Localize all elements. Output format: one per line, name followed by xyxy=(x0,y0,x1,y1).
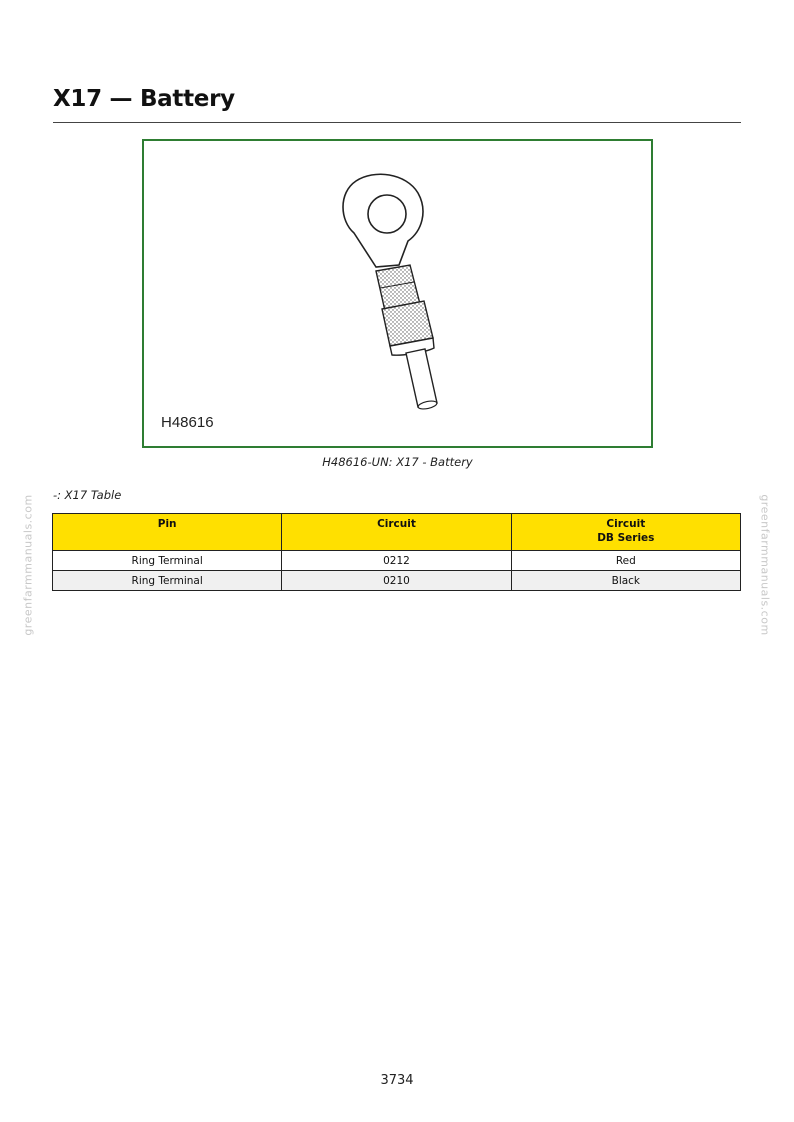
table-header-row xyxy=(53,514,741,551)
cell-db-series: Red xyxy=(511,551,740,571)
figure-caption: H48616-UN: X17 - Battery xyxy=(322,455,473,469)
table-row xyxy=(53,571,741,591)
cell-circuit: 0210 xyxy=(282,571,511,591)
cell-circuit: 0212 xyxy=(282,551,511,571)
ring-terminal-illustration xyxy=(144,141,651,446)
title-divider xyxy=(53,122,741,123)
table-title: -: X17 Table xyxy=(53,488,122,502)
connector-figure xyxy=(142,139,653,448)
connector-table xyxy=(52,513,741,591)
page-title: X17 — Battery xyxy=(53,86,235,112)
header-db-circuit-line1: Circuit xyxy=(606,518,646,530)
header-db-circuit-line2: DB Series xyxy=(597,532,655,544)
watermark-right: greenfarmmanuals.com xyxy=(758,494,772,636)
header-pin: Pin xyxy=(53,514,282,551)
cell-pin: Ring Terminal xyxy=(53,551,282,571)
figure-code-label: H48616 xyxy=(161,414,214,431)
cell-db-series: Black xyxy=(511,571,740,591)
cell-pin: Ring Terminal xyxy=(53,571,282,591)
header-db-circuit xyxy=(511,514,740,551)
page-number: 3734 xyxy=(380,1073,414,1088)
table-row xyxy=(53,551,741,571)
header-circuit: Circuit xyxy=(282,514,511,551)
watermark-left: greenfarmmanuals.com xyxy=(21,494,35,636)
